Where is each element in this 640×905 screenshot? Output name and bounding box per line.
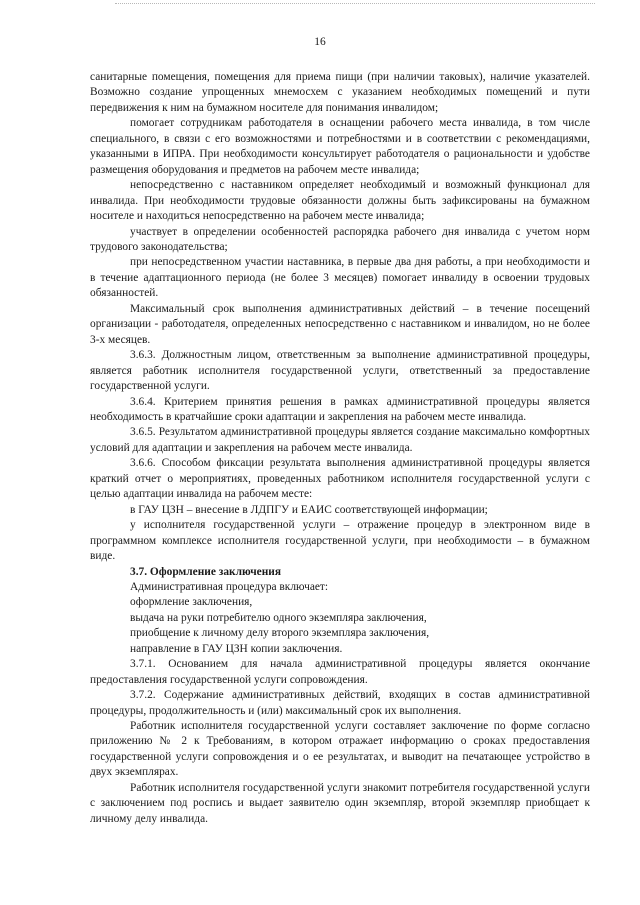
- document-body: [90, 70, 590, 827]
- paragraph: оформление заключения,: [130, 596, 253, 609]
- paragraph: 3.6.6. Способом фиксации результата выполнения административной процедуры является краткий отчет о мероприятиях, проведенных работником исполнителя государственной услуги с целью адаптации инвалида на рабочем месте:: [90, 457, 590, 501]
- section-heading: 3.7. Оформление заключения: [130, 565, 282, 578]
- paragraph: в ГАУ ЦЗН – внесение в ЛДПГУ и ЕАИС соответствующей информации;: [130, 503, 488, 516]
- paragraph: Работник исполнителя государственной услуги знакомит потребителя государственной услуги с заключением под роспись и выдает заявителю один экземпляр, второй экземпляр приобщает к личному делу инвалида.: [90, 781, 590, 825]
- paragraph: 3.6.3. Должностным лицом, ответственным за выполнение административной процедуры, является работник исполнителя государственной услуги, ответственный за предоставление государственной услуги.: [90, 349, 590, 393]
- paragraph: приобщение к личному делу второго экземпляра заключения,: [130, 627, 430, 640]
- paragraph: 3.7.1. Основанием для начала административной процедуры является окончание предоставления государственной услуги сопровождения.: [90, 658, 590, 686]
- paragraph: помогает сотрудникам работодателя в оснащении рабочего места инвалида, в том числе специального, в связи с его возможностями и потребностями и в соответствии с рекомендациями, указанными в ИПРА. При необходимости консультирует работодателя о рациональности и удобстве размещения оборудования и предметов на рабочем месте инвалида;: [90, 117, 590, 176]
- paragraph: санитарные помещения, помещения для приема пищи (при наличии таковых), наличие указателей. Возможно создание упрощенных мнемосхем с указанием необходимых помещений и пути передвижения к ним на бумажном носителе для понимания инвалидом;: [90, 71, 590, 114]
- paragraph: участвует в определении особенностей распорядка рабочего дня инвалида с учетом норм трудового законодательства;: [90, 225, 590, 253]
- paragraph: Административная процедура включает:: [130, 580, 329, 593]
- paragraph: у исполнителя государственной услуги – отражение процедур в электронном виде в программном комплексе исполнителя государственной услуги, при необходимости – в бумажном виде.: [90, 519, 590, 563]
- paragraph: Максимальный срок выполнения административных действий – в течение посещений организации - работодателя, определенных непосредственно с наставником и инвалидом, но не более 3-х месяцев.: [90, 302, 590, 346]
- paragraph: непосредственно с наставником определяет необходимый и возможный функционал для инвалида. При необходимости трудовые обязанности должны быть зафиксированы на бумажном носителе и находиться непосредственно на рабочем месте инвалида;: [90, 179, 590, 223]
- paragraph: 3.6.4. Критерием принятия решения в рамках административной процедуры является необходимость в кратчайшие сроки адаптации и закрепления на рабочем месте инвалида.: [90, 395, 590, 423]
- paragraph: направление в ГАУ ЦЗН копии заключения.: [130, 642, 343, 655]
- paragraph: 3.7.2. Содержание административных действий, входящих в состав административной процедуры, продолжительность и (или) максимальный срок их выполнения.: [90, 689, 590, 717]
- paragraph: выдача на руки потребителю одного экземпляра заключения,: [130, 611, 427, 624]
- paragraph: Работник исполнителя государственной услуги составляет заключение по форме согласно приложению № 2 к Требованиям, в котором отражает информацию о сроках предоставления государственной услуги сопровождения и о ее результатах, и выводит на печатающее устройство в двух экземплярах.: [90, 720, 590, 779]
- paragraph: 3.6.5. Результатом административной процедуры является создание максимально комфортных условий для адаптации и закрепления на рабочем месте инвалида.: [90, 426, 590, 454]
- scan-top-edge: [115, 3, 595, 4]
- paragraph: при непосредственном участии наставника, в первые два дня работы, а при необходимости и в течение адаптационного периода (не более 3 месяцев) помогает инвалиду в освоении трудовых обязанностей.: [90, 256, 590, 300]
- page-number: 16: [314, 36, 326, 48]
